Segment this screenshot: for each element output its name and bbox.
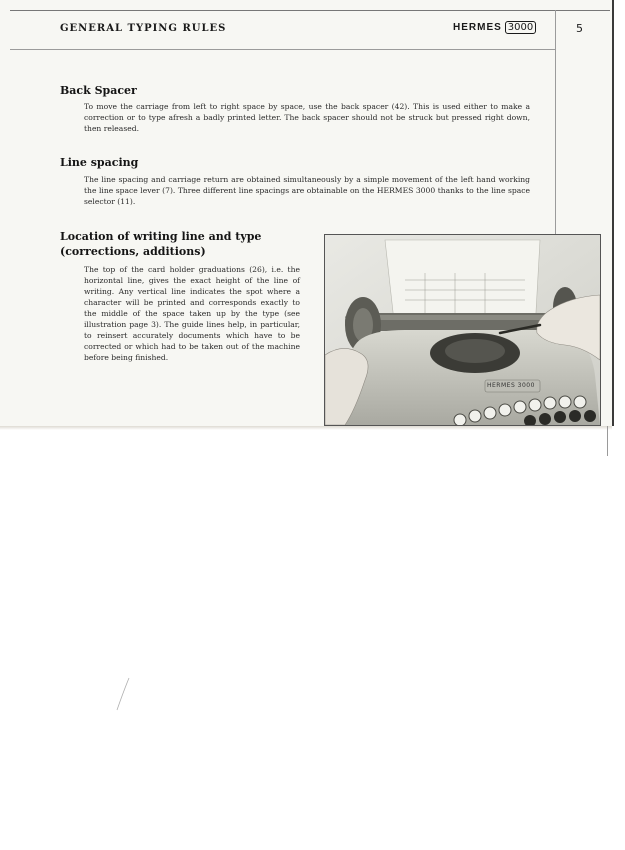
brand-logo	[453, 22, 536, 33]
typewriter-illustration	[325, 235, 600, 425]
page-number: 5	[576, 22, 583, 35]
back-spacer-text: To move the carriage from left to right space by space, use the back spacer (42). This is used either to make a correction or to type afresh a badly printed letter. The back spacer should not be struck but pressed right down, then released.	[84, 102, 530, 133]
header-bottom-rule	[10, 49, 555, 50]
brand-number: 3000	[505, 21, 536, 34]
photo-machine-label: HERMES 3000	[487, 382, 535, 389]
page-edge-shadow	[0, 426, 612, 430]
location-text: The top of the card holder graduations (26), i.e. the horizontal line, gives the exact height of the line of writing. Any vertical line indicates the spot where a character will be printed and corresponds exactly to the middle of the space taken up by the type (see illustration page 3). The guide lines help, in particular, to reinsert accurately documents which have to be corrected or which had to be taken out of the machine before being finished.	[84, 265, 300, 362]
back-spacer-heading: Back Spacer	[60, 84, 137, 97]
brand-word: HERMES	[453, 22, 502, 33]
page-edge-line	[607, 426, 608, 456]
typewriter-photo	[324, 234, 601, 426]
stray-pen-mark	[114, 676, 132, 712]
page-title: GENERAL TYPING RULES	[60, 23, 227, 34]
header-top-rule	[10, 10, 610, 11]
location-heading: Location of writing line and type (corrections, additions)	[60, 230, 262, 258]
line-spacing-text: The line spacing and carriage return are obtained simultaneously by a simple movement of the left hand working the line space lever (7). Three different line spacings are obtainable on the HERMES 3000 thanks to the line space selector (11).	[84, 175, 530, 206]
line-spacing-heading: Line spacing	[60, 156, 139, 169]
